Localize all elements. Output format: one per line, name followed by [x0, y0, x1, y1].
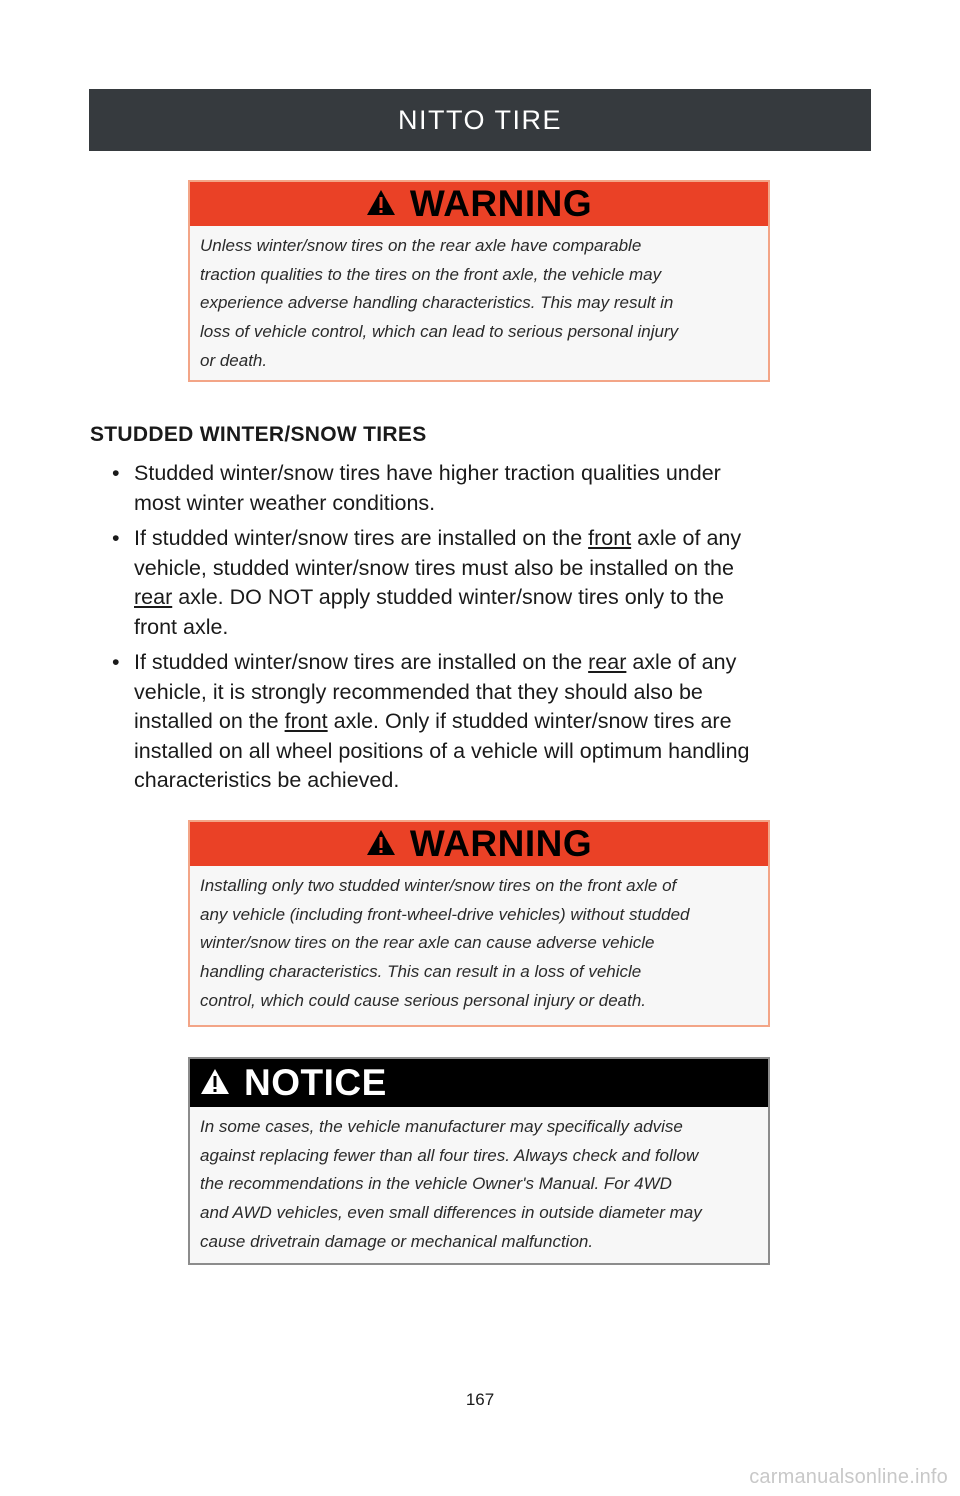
notice-line: In some cases, the vehicle manufacturer may specifically advise — [200, 1117, 683, 1136]
bullet-dot: • — [112, 650, 120, 674]
watermark: carmanualsonline.info — [749, 1466, 948, 1488]
underlined-word: rear — [588, 650, 627, 674]
warning-triangle-icon — [200, 1062, 230, 1104]
bullet-line: Studded winter/snow tires have higher traction qualities under — [134, 461, 721, 485]
warning-line: winter/snow tires on the rear axle can cause adverse vehicle — [200, 933, 655, 953]
underlined-word: front — [588, 526, 632, 550]
bullet-line: most winter weather conditions. — [134, 490, 436, 515]
header-title: NITTO TIRE — [397, 104, 562, 135]
page-number: 167 — [465, 1390, 495, 1409]
bullet-dot: • — [112, 461, 120, 485]
notice-line: against replacing fewer than all four tires. Always check and follow — [200, 1145, 699, 1165]
underlined-word: front — [284, 709, 328, 733]
bullet-line: installed on all wheel positions of a vehicle will optimum handling — [134, 738, 750, 763]
bullet-line — [134, 648, 872, 678]
notice-line: cause drivetrain damage or mechanical malfunction. — [200, 1231, 594, 1251]
warning-triangle-icon — [366, 183, 396, 225]
notice-box — [188, 1057, 770, 1265]
notice-body — [190, 1107, 768, 1265]
warning-line: Installing only two studded winter/snow tires on the front axle of — [200, 876, 677, 895]
notice-line: and AWD vehicles, even small differences in outside diameter may — [200, 1203, 702, 1223]
warning-line: traction qualities to the tires on the front axle, the vehicle may — [200, 264, 662, 284]
text-span: If studded winter/snow tires are installed on the — [134, 650, 589, 674]
bullet-line: vehicle, it is strongly recommended that they should also be — [134, 679, 703, 704]
warning-line: or death. — [200, 350, 268, 370]
underlined-word: rear — [134, 585, 173, 609]
bullet-line — [134, 524, 872, 554]
warning-body — [190, 866, 768, 1024]
warning-heading-text: WARNING — [409, 183, 593, 224]
bullet-dot: • — [112, 526, 120, 550]
text-span: axle of any — [631, 526, 742, 550]
bullet-line: characteristics be achieved. — [134, 768, 400, 792]
warning-heading-text: WARNING — [409, 823, 593, 864]
text-span: installed on the — [134, 709, 285, 733]
warning-triangle-icon — [366, 823, 396, 865]
bullet-line — [134, 707, 872, 737]
warning-body — [190, 226, 768, 384]
notice-heading — [190, 1059, 768, 1107]
text-span: axle of any — [626, 650, 737, 674]
notice-heading-text: NOTICE — [244, 1062, 387, 1103]
warning-heading — [190, 182, 768, 226]
list-item — [112, 524, 872, 642]
text-span: axle. DO NOT apply studded winter/snow tires only to the — [172, 585, 724, 609]
bullet-line: front axle. — [134, 614, 229, 639]
warning-line: any vehicle (including front-wheel-drive vehicles) without studded — [200, 904, 690, 924]
warning-box-2 — [188, 820, 770, 1027]
bullet-list — [112, 459, 872, 802]
warning-line: experience adverse handling characteristics. This may result in — [200, 293, 674, 313]
warning-line: handling characteristics. This can result in a loss of vehicle — [200, 962, 642, 982]
warning-line: Unless winter/snow tires on the rear axle have comparable — [200, 236, 642, 255]
text-span: If studded winter/snow tires are installed on the — [134, 526, 589, 550]
bullet-line — [134, 583, 872, 613]
list-item — [112, 459, 872, 518]
warning-box-1 — [188, 180, 770, 382]
bullet-line: vehicle, studded winter/snow tires must also be installed on the — [134, 555, 734, 580]
warning-line: loss of vehicle control, which can lead to serious personal injury — [200, 322, 679, 342]
section-title: STUDDED WINTER/SNOW TIRES — [90, 423, 427, 446]
warning-heading — [190, 822, 768, 866]
warning-line: control, which could cause serious personal injury or death. — [200, 990, 647, 1010]
page-header — [89, 89, 871, 151]
list-item — [112, 648, 872, 796]
notice-line: the recommendations in the vehicle Owner's Manual. For 4WD — [200, 1174, 672, 1194]
text-span: axle. Only if studded winter/snow tires are — [327, 709, 732, 733]
